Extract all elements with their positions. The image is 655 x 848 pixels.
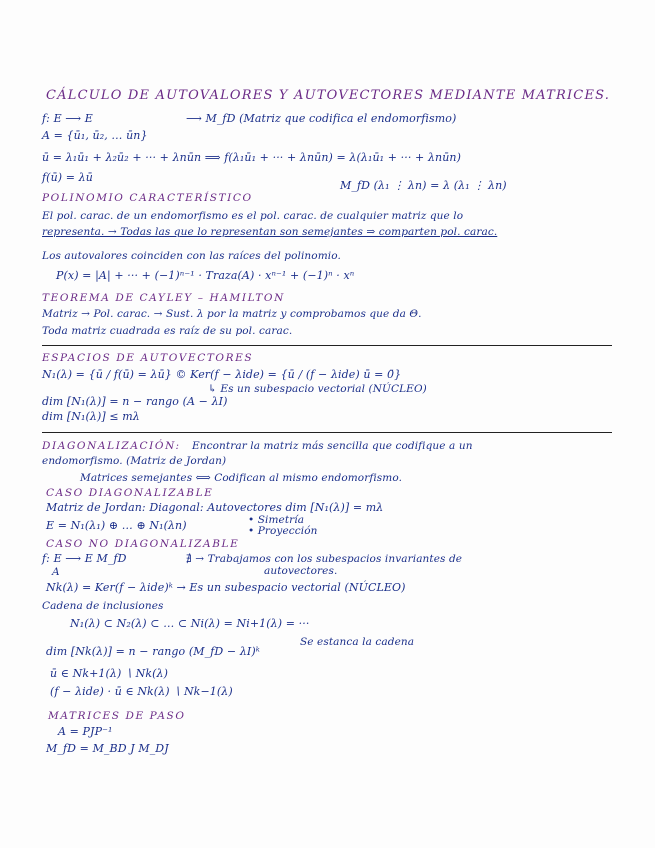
heading-polinomio: POLINOMIO CARACTERÍSTICO [42,192,253,204]
no-diag-line-3: Nk(λ) = Ker(f − λide)ᵏ → Es un subespacio vectorial (NÚCLEO) [46,581,406,594]
matrix-codifies-note: ⟶ M_fD (Matriz que codifica el endomorfismo) [186,112,457,125]
espacios-line-4: dim [N₁(λ)] ≤ mλ [42,410,140,423]
caso-diag-line-1: Matriz de Jordan: Diagonal: Autovectores dim [N₁(λ)] = mλ [46,501,384,514]
heading-diagonalizacion: DIAGONALIZACIÓN: [42,440,181,452]
no-diag-line-8: (f − λide) · ū ∈ Nk(λ) ∖ Nk−1(λ) [50,685,233,698]
poly-line-2: representa. → Todas las que lo representan son semejantes ⇒ comparten pol. carac. [42,226,498,238]
heading-caso-diagonalizable: CASO DIAGONALIZABLE [46,487,214,499]
paso-line-2: M_fD = M_BD J M_DJ [46,742,169,755]
section-divider-2 [42,432,612,433]
espacios-line-1: N₁(λ) = {ū / f(ū) = λū} © Ker(f − λide) = {ū / (f − λide) ū = 0̄} [42,368,402,381]
basis-definition: A = {ū₁, ū₂, … ūn} [42,129,148,142]
caso-diag-proyeccion: • Proyección [248,525,318,537]
paso-line-1: A = PJP⁻¹ [58,725,113,738]
no-diag-stagnation: Se estanca la cadena [300,636,415,648]
heading-caso-no-diagonalizable: CASO NO DIAGONALIZABLE [46,538,240,550]
no-diag-line-4: Cadena de inclusiones [42,600,164,612]
espacios-line-2: ↳ Es un subespacio vectorial (NÚCLEO) [208,383,427,395]
cayley-line-2: Toda matriz cuadrada es raíz de su pol. carac. [42,325,293,337]
cayley-line-1: Matriz → Pol. carac. → Sust. λ por la matriz y comprobamos que da Θ. [42,308,422,320]
diag-line-2: endomorfismo. (Matriz de Jordan) [42,455,227,467]
diag-line-3: Matrices semejantes ⟺ Codifican al mismo endomorfismo. [80,472,403,484]
no-diag-line-1: ∄ → Trabajamos con los subespacios invariantes de [186,553,463,565]
no-diag-line-7: ū ∈ Nk+1(λ) ∖ Nk(λ) [50,667,169,680]
no-diag-map: f: E ⟶ E M_fD [42,552,127,565]
eigen-equation: f(ū) = λū [42,171,93,184]
caso-diag-simetria: • Simetría [248,514,305,526]
section-divider-1 [42,345,612,346]
map-definition: f: E ⟶ E [42,112,93,125]
poly-formula: P(x) = |A| + ··· + (−1)ⁿ⁻¹ · Traza(A) · xⁿ⁻¹ + (−1)ⁿ · xⁿ [56,269,355,282]
matrix-eigen-equation: M_fD (λ₁ ⋮ λn) = λ (λ₁ ⋮ λn) [340,179,507,192]
linear-combination: ū = λ₁ū₁ + λ₂ū₂ + ··· + λnūn ⟹ f(λ₁ū₁ + ··· + λnūn) = λ(λ₁ū₁ + ··· + λnūn) [42,151,461,164]
no-diag-line-5: N₁(λ) ⊂ N₂(λ) ⊂ … ⊂ Ni(λ) = Ni+1(λ) = ··· [70,617,310,630]
no-diag-basis-label: A [52,566,60,578]
heading-cayley: TEOREMA DE CAYLEY – HAMILTON [42,292,285,304]
no-diag-line-2: autovectores. [264,565,338,577]
caso-diag-line-2: E = N₁(λ₁) ⊕ … ⊕ N₁(λn) [46,519,187,532]
heading-espacios: ESPACIOS DE AUTOVECTORES [42,352,254,364]
heading-matrices-paso: MATRICES DE PASO [48,710,186,722]
diag-line-1: Encontrar la matriz más sencilla que codifique a un [192,440,473,452]
poly-line-3: Los autovalores coinciden con las raíces del polinomio. [42,250,341,262]
no-diag-line-6: dim [Nk(λ)] = n − rango (M_fD − λI)ᵏ [46,645,260,658]
espacios-line-3: dim [N₁(λ)] = n − rango (A − λI) [42,395,228,408]
poly-line-1: El pol. carac. de un endomorfismo es el pol. carac. de cualquier matriz que lo [42,210,464,222]
page-title: CÁLCULO DE AUTOVALORES Y AUTOVECTORES MEDIANTE MATRICES. [46,88,611,103]
